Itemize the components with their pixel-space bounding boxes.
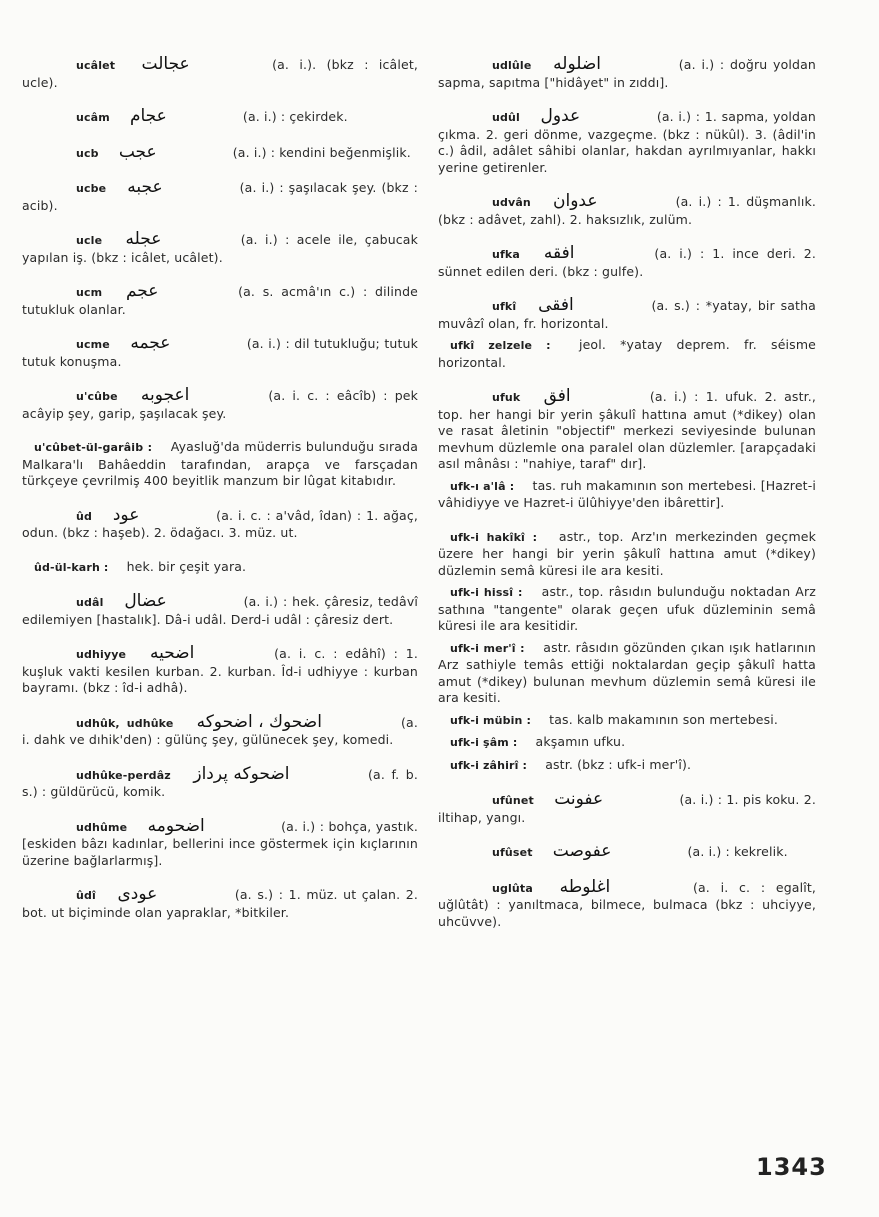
dictionary-entry [22, 56, 418, 91]
definition: astr., top. Arz'ın merkezinden geçmek üzere her hangi bir yerin şâkulî hattına amut (*dikey) düzlemin semâ küresi ile ara kesiti. [438, 528, 817, 578]
dictionary-entry [22, 141, 418, 163]
dictionary-entry [438, 388, 816, 473]
dictionary-entry [22, 763, 419, 801]
definition: astr., top. râsıdın bulunduğu noktadan Arz sathına "tangente" olarak geçen ufuk düzleminin semâ küresi ile ara kesitidir. [438, 584, 817, 633]
dictionary-entry [22, 283, 418, 318]
arabic-script: اضحومه [147, 815, 205, 836]
definition: (a. s.) : 1. müz. ut çalan. 2. bot. ut biçiminde olan yapraklar, *bitkiler. [22, 887, 419, 920]
definition: akşamın ufku. [535, 734, 626, 749]
definition: (a. i.) : kekrelik. [687, 844, 788, 859]
definition: (a. i.) : bohça, yastık. [eskiden bâzı kadınlar, bellerini ince göstermek için kıçlarının üzerine bağlarlarmış]. [22, 818, 418, 868]
arabic-script: عضال [124, 591, 167, 611]
headword: udâl [76, 596, 104, 609]
dictionary-entry [438, 245, 816, 280]
definition: (a. i.) : doğru yoldan sapma, sapıtma ["hidâyet" in zıddı]. [438, 57, 816, 90]
arabic-script: عود [112, 504, 140, 525]
dictionary-entry [438, 734, 816, 752]
headword: ufk-i zâhirî : [450, 758, 528, 772]
right-column [438, 56, 816, 947]
page-number: 1343 [756, 1153, 827, 1181]
arabic-script: عدوان [552, 191, 598, 211]
dictionary-entry [438, 193, 816, 228]
arabic-script: عجم [125, 281, 159, 301]
definition: (a. i.) : dil tutukluğu; tutuk tutuk konuşma. [22, 336, 418, 369]
headword: ufûset [492, 846, 533, 859]
headword: u'cûbet-ül-garâib : [34, 441, 153, 454]
headword: uglûta [492, 881, 533, 895]
headword: ufk-i mer'î : [450, 641, 525, 655]
dictionary-entry [438, 56, 816, 91]
headword: udhûk, udhûke [76, 716, 174, 730]
headword: udhûme [76, 820, 128, 834]
dictionary-entry [438, 757, 816, 775]
headword: udvân [492, 196, 531, 209]
definition: (a. i.) : 1. ince deri. 2. sünnet edilen deri. (bkz : gulfe). [438, 246, 817, 279]
dictionary-entry [438, 712, 816, 730]
dictionary-entry [22, 559, 418, 577]
arabic-script: اضحوكه پرداز [193, 763, 290, 784]
dictionary-entry [22, 439, 418, 490]
dictionary-entry [438, 640, 816, 707]
headword: udhûke-perdâz [76, 768, 171, 782]
definition: astr. (bkz : ufk-i mer'î). [545, 756, 692, 772]
headword: ufk-i hissî : [450, 586, 523, 599]
headword: ucâlet [76, 59, 116, 72]
left-column [22, 56, 418, 938]
definition: (a. f. b. s.) : güldürücü, komik. [22, 766, 419, 799]
definition: astr. râsıdın gözünden çıkan ışık hatlarının Arz sathiyle temâs ettiği noktalardan geçip şâkulî hatta amut (*dikey) bulunan mevhum düzlemin semâ küresi ile ara kesiti. [438, 639, 816, 705]
headword: ucm [76, 286, 103, 299]
headword: ufk-ı a'lâ : [450, 479, 515, 493]
arabic-script: اضحيه [149, 643, 195, 663]
dictionary-entry [438, 478, 816, 512]
headword: ucâm [76, 111, 110, 124]
headword: ucbe [76, 182, 107, 195]
dictionary-entry [22, 504, 419, 542]
definition: (a. i.). (bkz : icâlet, ucle). [22, 57, 418, 90]
definition: (a. s.) : *yatay, bir satha muvâzî olan, fr. horizontal. [438, 298, 816, 331]
dictionary-entry [22, 108, 418, 127]
headword: ucle [76, 234, 103, 247]
arabic-script: اضلوله [553, 54, 602, 74]
headword: ufkî zelzele : [450, 339, 551, 352]
dictionary-entry [438, 297, 816, 332]
definition: (a. s. acmâ'ın c.) : dilinde tutukluk olanlar. [22, 284, 418, 317]
definition: (a. i.) : 1. düşmanlık. (bkz : adâvet, zahl). 2. haksızlık, zulüm. [438, 194, 817, 227]
arabic-script: عفونت [554, 789, 604, 809]
dictionary-entry [438, 529, 816, 580]
dictionary-entry [438, 791, 816, 826]
headword: ûdî [76, 889, 96, 902]
dictionary-entry [22, 231, 418, 266]
arabic-script: عجمه [130, 333, 171, 353]
definition: (a. i. c. : eâcîb) : pek acâyip şey, garip, şaşılacak şey. [22, 388, 419, 421]
dictionary-entry [22, 593, 418, 628]
headword: udûl [492, 111, 520, 124]
dictionary-entry [22, 335, 418, 370]
definition: tas. ruh makamının son mertebesi. [Hazret-i vâhidiyye ve Hazret-i ülûhiyye'den ibârettir]. [438, 477, 816, 510]
dictionary-entry [438, 843, 816, 862]
arabic-script: عودى [117, 884, 158, 904]
headword: u'cûbe [76, 390, 118, 403]
arabic-script: اغلوطه [559, 876, 611, 897]
arabic-script: اعجوبه [140, 385, 190, 405]
arabic-script: افقى [538, 295, 574, 315]
definition: (a. i.) : kendini beğenmişlik. [232, 144, 411, 160]
headword: udlûle [492, 59, 532, 72]
headword: ucme [76, 338, 110, 351]
dictionary-entry [438, 584, 816, 635]
definition: (a. i.) : 1. sapma, yoldan çıkma. 2. geri dönme, vazgeçme. (bkz : nükûl). 3. (âdil'in c.) âdil, adâlet sâhibi olanlar, hakdan ayrılmıyanlar, hakkı yerine getirenler. [438, 109, 816, 175]
headword: ufuk [492, 391, 521, 404]
definition: (a. i. dahk ve dıhik'den) : gülünç şey, gülünecek şey, komedi. [22, 714, 418, 747]
headword: udhiyye [76, 648, 127, 661]
definition: (a. i. c. : egalît, uğlûtât) : yanıltmaca, bilmece, bulmaca (bkz : uhciyye, uhcüvve). [438, 879, 817, 929]
headword: ufûnet [492, 794, 534, 807]
headword: ufk-i mübin : [450, 713, 532, 727]
dictionary-entry [438, 337, 816, 371]
definition: (a. i. c. : edâhî) : 1. kuşluk vakti kesilen kurban. 2. kurban. Îd-i udhiyye : kurban bayramı. (bkz : îd-i adhâ). [22, 646, 419, 695]
definition: (a. i.) : 1. pis koku. 2. iltihap, yangı. [438, 792, 817, 825]
arabic-script: افقه [543, 243, 575, 263]
dictionary-entry [22, 815, 418, 870]
headword: ûd-ül-karh : [34, 560, 109, 574]
headword: ufk-i hakîkî : [450, 530, 538, 544]
definition: hek. bir çeşit yara. [126, 558, 247, 574]
arabic-script: عجام [129, 106, 167, 126]
definition: (a. i. c. : a'vâd, îdan) : 1. ağaç, odun. (bkz : haşeb). 2. ödağacı. 3. müz. ut. [22, 507, 419, 540]
definition: jeol. *yatay deprem. fr. séisme horizontal. [438, 337, 816, 370]
headword: ucb [76, 146, 99, 160]
dictionary-entry [22, 387, 418, 422]
arabic-script: عجله [125, 229, 162, 249]
arabic-script: عجب [118, 141, 157, 162]
definition: (a. i.) : hek. çâresiz, tedâvî edilemiyen [hastalık]. Dâ-i udâl. Derd-i udâl : çâresiz dert. [22, 594, 418, 627]
dictionary-entry [22, 645, 418, 697]
arabic-script: افق [543, 386, 571, 406]
headword: ufka [492, 248, 520, 261]
headword: ufkî [492, 300, 517, 313]
headword: ûd [76, 509, 93, 523]
definition: tas. kalb makamının son mertebesi. [549, 711, 779, 727]
dictionary-entry [438, 876, 817, 931]
arabic-script: عفوصت [552, 841, 612, 861]
dictionary-entry [22, 711, 418, 749]
arabic-script: عجبه [127, 177, 163, 197]
arabic-script: اضحوك ، اضحوكه [196, 711, 322, 732]
definition: (a. i.) : acele ile, çabucak yapılan iş. (bkz : icâlet, ucâlet). [22, 232, 418, 265]
dictionary-entry [22, 886, 418, 921]
dictionary-entry [22, 179, 418, 214]
definition: (a. i.) : çekirdek. [242, 109, 348, 124]
definition: Ayasluğ'da müderris bulunduğu sırada Malkara'lı Bahâeddin tarafından, arapça ve farsçadan türkçeye çevrilmiş 400 beyitlik manzum bir lûgat kitabıdır. [22, 439, 418, 488]
definition: (a. i.) : şaşılacak şey. (bkz : acib). [22, 180, 418, 213]
arabic-script: عجالت [141, 54, 190, 74]
headword: ufk-i şâm : [450, 736, 518, 749]
definition: (a. i.) : 1. ufuk. 2. astr., top. her hangi bir yerin şâkulî hattına amut (*dikey) olan ve rasat âletinin "objectif" merkezi seviyesinde bulunan mevhum düzlemle ona paralel olan düzlemler. [arapçadaki asıl mânâsı : "nahiye, taraf" dır]. [438, 389, 817, 471]
dictionary-entry [438, 108, 816, 176]
arabic-script: عدول [540, 106, 581, 126]
